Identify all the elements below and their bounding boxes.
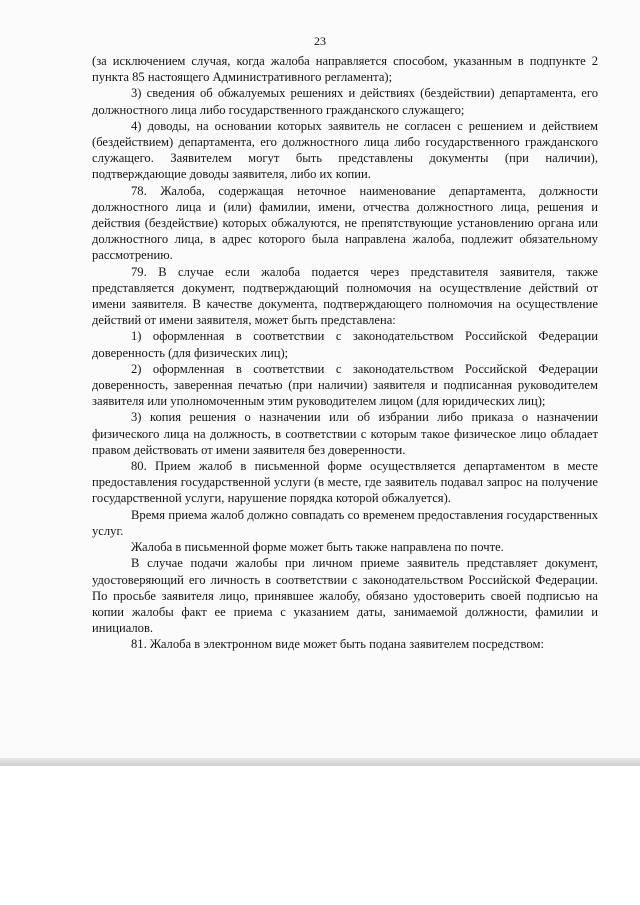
paragraph: Время приема жалоб должно совпадать со временем предоставления государственных услуг.: [92, 507, 598, 538]
paragraph: 79. В случае если жалоба подается через представителя заявителя, также представляется документ, подтверждающий полномочия на осуществление действий от имени заявителя. В качестве документа, подтверждающего полномочия на осуществление действий от имени заявителя, может быть представлена:: [92, 264, 598, 328]
paragraph: 4) доводы, на основании которых заявитель не согласен с решением и действием (бездействием) департамента, его должностного лица либо государственного гражданского служащего. Заявителем могут быть представлены документы (при наличии), подтверждающие доводы заявителя, либо их копии.: [92, 118, 598, 182]
page-number: 23: [314, 34, 326, 48]
paragraph: Жалоба в письменной форме может быть также направлена по почте.: [131, 540, 504, 555]
paragraph: (за исключением случая, когда жалоба направляется способом, указанным в подпункте 2 пункта 85 настоящего Административного регламента);: [92, 54, 598, 85]
document-body: [92, 53, 598, 653]
scan-edge: [0, 758, 640, 766]
paragraph: 2) оформленная в соответствии с законодательством Российской Федерации доверенность, заверенная печатью (при наличии) заявителя и подписанная руководителем заявителя или уполномоченным этим руководителем лицом (для юридических лиц);: [92, 361, 598, 409]
paragraph: 80. Прием жалоб в письменной форме осуществляется департаментом в месте предоставления государственной услуги (в месте, где заявитель подавал запрос на получение государственной услуги, нарушение порядка которой обжалуется).: [92, 459, 598, 506]
paragraph: 81. Жалоба в электронном виде может быть подана заявителем посредством:: [131, 637, 544, 652]
paragraph: В случае подачи жалобы при личном приеме заявитель представляет документ, удостоверяющий его личность в соответствии с законодательством Российской Федерации. По просьбе заявителя лицо, принявшее жалобу, обязано удостоверить своей подписью на копии жалобы факт ее приема с указанием даты, занимаемой должности, фамилии и инициалов.: [92, 556, 598, 636]
paragraph: 3) копия решения о назначении или об избрании либо приказа о назначении физического лица на должность, в соответствии с которым такое физическое лицо обладает правом действовать от имени заявителя без доверенности.: [92, 410, 598, 457]
paragraph: 78. Жалоба, содержащая неточное наименование департамента, должности должностного лица и (или) фамилии, имени, отчества должностного лица, решения и действия (бездействие) которых обжалуются, не препятствующие установлению органа или должностного лица, в адрес которого была направлена жалоба, подлежит обязательному рассмотрению.: [92, 183, 598, 263]
paragraph: 3) сведения об обжалуемых решениях и действиях (бездействии) департамента, его должностного лица либо государственного гражданского служащего;: [92, 86, 598, 117]
paragraph: 1) оформленная в соответствии с законодательством Российской Федерации доверенность (для физических лиц);: [92, 329, 598, 360]
